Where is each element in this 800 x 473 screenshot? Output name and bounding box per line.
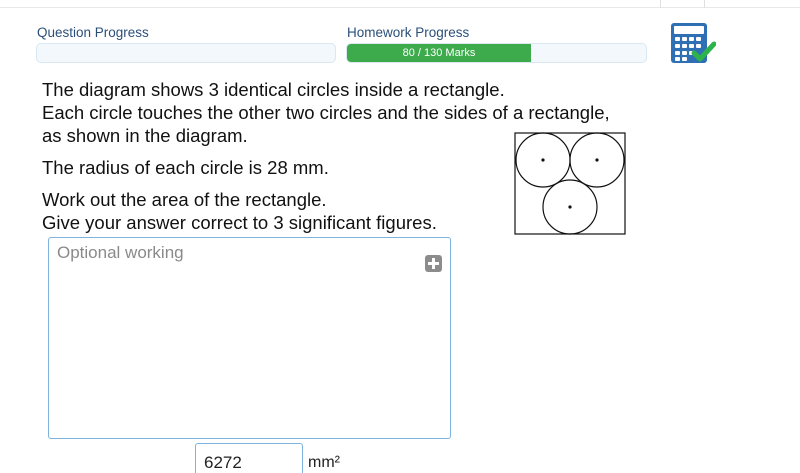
plus-icon xyxy=(432,258,435,269)
question-text-line: The diagram shows 3 identical circles inside a rectangle. xyxy=(42,79,505,100)
toolbar-divider xyxy=(704,0,705,8)
answer-field xyxy=(195,443,303,473)
question-text-line: The radius of each circle is 28 mm. xyxy=(42,157,329,178)
expand-working-button[interactable] xyxy=(425,255,442,272)
question-text-line: Each circle touches the other two circles and the sides of a rectangle, xyxy=(42,102,610,123)
optional-working-box xyxy=(48,237,451,439)
homework-progress-bar xyxy=(346,43,647,63)
circle-center-dot xyxy=(568,205,571,208)
question-text-line: as shown in the diagram. xyxy=(42,125,248,146)
question-text-line: Work out the area of the rectangle. xyxy=(42,189,327,210)
homework-progress-label: Homework Progress xyxy=(347,25,470,40)
calculator-button[interactable] xyxy=(670,22,716,66)
rectangle xyxy=(515,133,625,234)
toolbar-divider xyxy=(660,0,661,8)
circle-center-dot xyxy=(595,158,598,161)
circles-in-rectangle-diagram xyxy=(514,132,628,238)
question-progress-label: Question Progress xyxy=(37,25,149,40)
answer-unit: mm² xyxy=(308,454,340,471)
question-progress-bar xyxy=(36,43,336,63)
calculator-icon xyxy=(670,22,716,66)
question-text-line: Give your answer correct to 3 significant figures. xyxy=(42,212,437,233)
optional-working-input[interactable] xyxy=(49,238,450,438)
circle-center-dot xyxy=(541,158,544,161)
top-toolbar-strip xyxy=(0,0,800,8)
answer-input[interactable] xyxy=(196,444,302,473)
homework-progress-text: 80 / 130 Marks xyxy=(402,47,476,59)
